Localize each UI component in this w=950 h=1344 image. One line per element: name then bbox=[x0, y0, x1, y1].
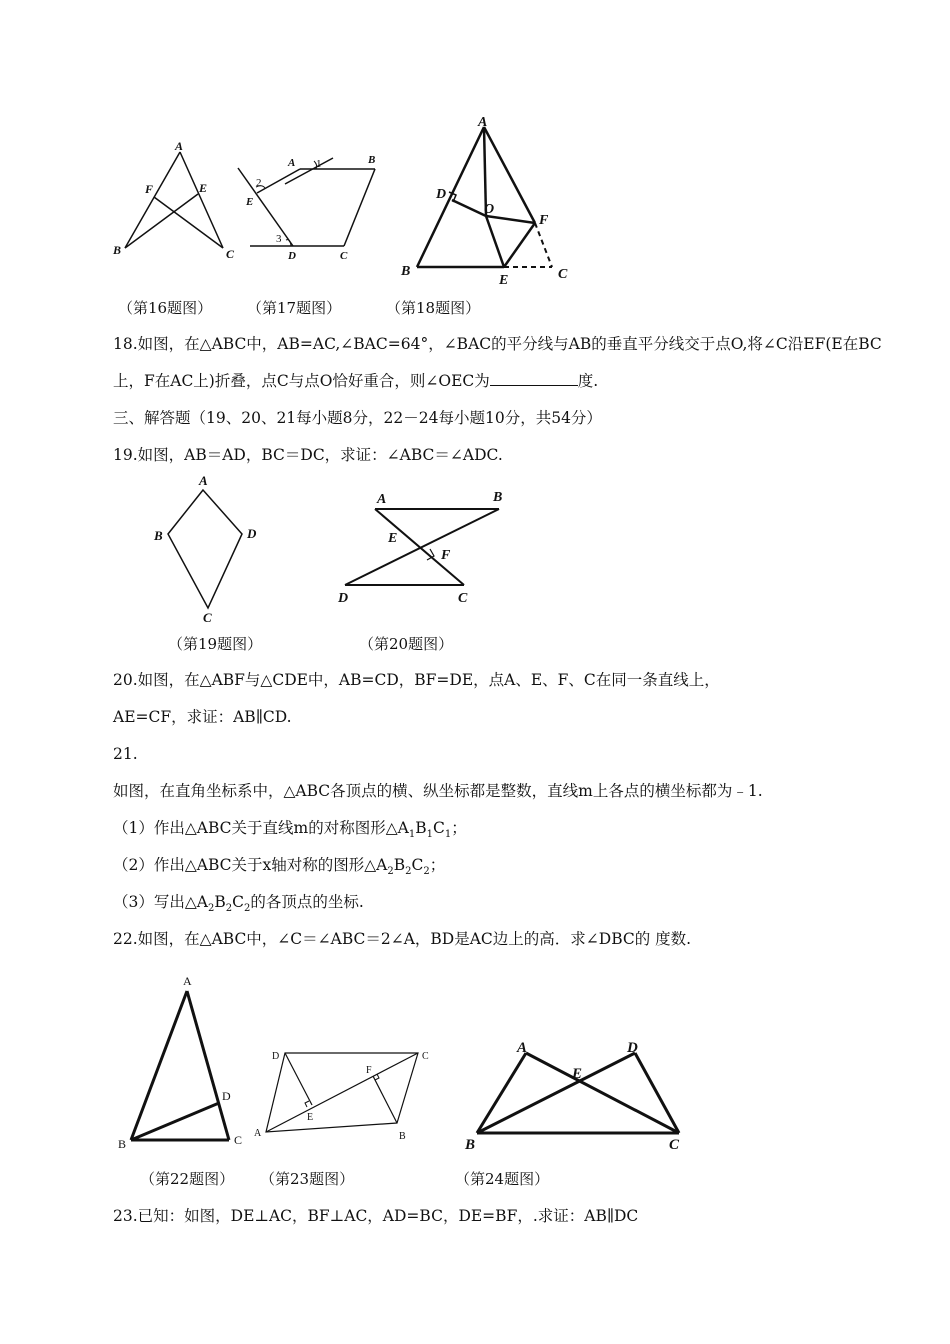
label-b: B bbox=[493, 490, 503, 505]
q18-unit: 度. bbox=[577, 372, 599, 390]
q21-part3-b: B bbox=[214, 893, 226, 911]
label-e: E bbox=[572, 1066, 583, 1082]
label-o: O bbox=[484, 202, 495, 217]
subscript: 1 bbox=[444, 829, 452, 841]
label-b: B bbox=[399, 1131, 406, 1142]
label-f: F bbox=[539, 213, 549, 228]
label-f: F bbox=[145, 182, 154, 196]
subscript: 2 bbox=[423, 866, 430, 878]
label-f: F bbox=[441, 548, 451, 563]
caption-fig22: （第22题图） bbox=[140, 1170, 235, 1188]
figure-17 bbox=[230, 150, 385, 265]
q21-part2-c: C bbox=[411, 856, 424, 874]
q21-part1-c: C bbox=[432, 819, 445, 837]
subscript: 1 bbox=[408, 829, 416, 841]
label-a: A bbox=[183, 974, 192, 988]
label-b: B bbox=[401, 264, 411, 279]
label-b: B bbox=[154, 528, 163, 543]
q21-stem: 如图，在直角坐标系中，△ABC各顶点的横、纵坐标都是整数，直线m上各点的横坐标都为﹣1. bbox=[113, 782, 763, 800]
q23-text: 23.已知：如图，DE⊥AC，BF⊥AC，AD=BC，DE=BF，.求证：AB∥DC bbox=[113, 1207, 639, 1225]
subscript: 2 bbox=[244, 903, 251, 915]
q21-part2-end: ； bbox=[429, 856, 446, 874]
caption-fig16: （第16题图） bbox=[118, 299, 213, 317]
label-a: A bbox=[478, 115, 488, 130]
q21-part2 bbox=[113, 855, 446, 878]
label-c: C bbox=[422, 1051, 429, 1062]
q21-part3-end: 的各顶点的坐标. bbox=[250, 893, 364, 911]
q21-part1 bbox=[113, 818, 467, 841]
caption-fig18: （第18题图） bbox=[386, 299, 481, 317]
subscript: 2 bbox=[207, 903, 215, 915]
caption-fig20: （第20题图） bbox=[359, 635, 454, 653]
q21-part1-text: （1）作出△ABC关于直线m的对称图形△A bbox=[113, 819, 409, 837]
label-e: E bbox=[499, 273, 509, 288]
q21-part1-end: ； bbox=[451, 819, 467, 837]
subscript: 2 bbox=[405, 866, 412, 878]
angle-3: 3 bbox=[276, 233, 282, 245]
label-c: C bbox=[226, 247, 235, 261]
caption-fig17: （第17题图） bbox=[247, 299, 342, 317]
label-a: A bbox=[377, 492, 387, 507]
figure-24 bbox=[455, 1030, 695, 1155]
label-e: E bbox=[307, 1112, 314, 1123]
q21-part3-text: （3）写出△A bbox=[113, 893, 208, 911]
q21-part2-b: B bbox=[393, 856, 406, 874]
answer-blank bbox=[490, 371, 578, 386]
label-d: D bbox=[436, 187, 447, 202]
figure-19 bbox=[145, 470, 270, 628]
figure-16 bbox=[108, 136, 243, 266]
subscript: 1 bbox=[426, 829, 433, 841]
label-a: A bbox=[254, 1128, 262, 1139]
section-3-heading: 三、解答题（19、20、21每小题8分，22－24每小题10分，共54分） bbox=[113, 409, 602, 427]
q19-text: 19.如图，AB＝AD，BC＝DC，求证：∠ABC＝∠ADC. bbox=[113, 446, 503, 464]
label-c: C bbox=[458, 591, 468, 606]
figure-22 bbox=[112, 970, 252, 1150]
label-d: D bbox=[627, 1040, 638, 1056]
q21-number: 21. bbox=[113, 745, 138, 763]
label-c: C bbox=[203, 610, 212, 625]
label-b: B bbox=[368, 154, 376, 166]
q21-part2-text: （2）作出△ABC关于x轴对称的图形△A bbox=[113, 856, 388, 874]
label-a: A bbox=[288, 157, 296, 169]
label-c: C bbox=[234, 1133, 243, 1147]
label-b: B bbox=[118, 1137, 127, 1151]
label-b: B bbox=[113, 243, 122, 257]
label-e: E bbox=[388, 531, 398, 546]
q21-part1-b: B bbox=[415, 819, 427, 837]
figure-20 bbox=[330, 484, 515, 609]
label-a: A bbox=[517, 1040, 528, 1056]
label-d: D bbox=[247, 526, 257, 541]
subscript: 2 bbox=[225, 903, 233, 915]
label-d: D bbox=[288, 250, 296, 262]
q20-line1: 20.如图，在△ABF与△CDE中，AB=CD，BF=DE，点A、E、F、C在同一条直线上， bbox=[113, 671, 720, 689]
q18-line2 bbox=[113, 371, 598, 391]
angle-1: 1 bbox=[316, 158, 322, 170]
label-c: C bbox=[669, 1137, 680, 1153]
figure-23 bbox=[250, 1040, 440, 1150]
subscript: 2 bbox=[387, 866, 394, 878]
q18-line1: 18.如图，在△ABC中，AB=AC,∠BAC=64°，∠BAC的平分线与AB的垂直平分线交于点O,将∠C沿EF(E在BC bbox=[113, 335, 882, 353]
caption-fig19: （第19题图） bbox=[168, 635, 263, 653]
q21-part3-c: C bbox=[232, 893, 244, 911]
label-c: C bbox=[558, 267, 568, 282]
label-c: C bbox=[340, 250, 348, 262]
caption-fig24: （第24题图） bbox=[455, 1170, 550, 1188]
label-a: A bbox=[199, 473, 208, 488]
label-d: D bbox=[272, 1051, 280, 1062]
label-e: E bbox=[199, 181, 208, 195]
label-d: D bbox=[222, 1089, 231, 1103]
label-d: D bbox=[338, 591, 349, 606]
label-a: A bbox=[175, 139, 184, 153]
q18-line2-text: 上，F在AC上)折叠，点C与点O恰好重合，则∠OEC为 bbox=[113, 372, 490, 390]
q21-part3 bbox=[113, 892, 364, 915]
q20-line2: AE=CF，求证：AB∥CD. bbox=[113, 708, 292, 726]
q22-text: 22.如图，在△ABC中，∠C＝∠ABC＝2∠A，BD是AC边上的高．求∠DBC的 度数. bbox=[113, 930, 692, 948]
label-b: B bbox=[465, 1137, 476, 1153]
label-f: F bbox=[366, 1065, 372, 1076]
angle-2: 2 bbox=[256, 177, 262, 189]
caption-fig23: （第23题图） bbox=[260, 1170, 355, 1188]
label-e: E bbox=[246, 196, 254, 208]
figure-18 bbox=[395, 112, 585, 290]
